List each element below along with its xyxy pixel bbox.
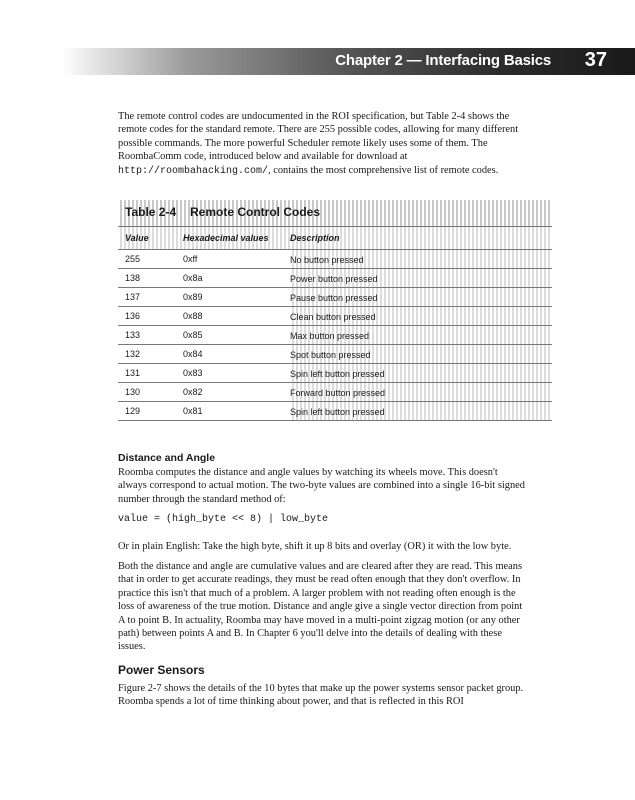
cell-description: Max button pressed <box>290 331 370 341</box>
table-row <box>118 382 552 401</box>
cell-hex: 0x82 <box>183 387 203 397</box>
cell-hex: 0x88 <box>183 311 203 321</box>
cell-description: Clean button pressed <box>290 312 376 322</box>
table-row <box>118 363 552 382</box>
cell-description-bg <box>290 345 552 363</box>
column-header-value: Value <box>125 233 149 243</box>
cell-value: 255 <box>125 254 141 264</box>
table-title <box>118 200 552 226</box>
cell-hex: 0x81 <box>183 406 203 416</box>
remote-codes-table <box>118 200 552 421</box>
cell-value: 136 <box>125 311 141 321</box>
cell-description-bg <box>290 269 552 287</box>
intro-text-after: , contains the most comprehensive list of remote codes. <box>268 164 499 176</box>
table-label: Table 2-4 <box>125 205 177 219</box>
table-row <box>118 287 552 306</box>
distance-heading: Distance and Angle <box>118 452 216 464</box>
cell-description-bg <box>290 288 552 306</box>
cell-hex: 0xff <box>183 254 198 264</box>
distance-paragraph-3: Both the distance and angle are cumulative values and are cleared after they are read. This means that in order to get accurate readings, they must be read often enough that they don't overflow. In practice this isn't that much of a problem. A larger problem with not reading often enough is the loss of awareness of the true motion. Distance and angle give a single vector direction from point A to point B. In actuality, Roomba may have moved in a multi-point zigzag motion (or any other path) between points A and B. In Chapter 6 you'll delve into the details of dealing with these issues. <box>118 561 523 653</box>
column-header-description: Description <box>290 233 340 243</box>
table-row <box>118 249 552 268</box>
cell-hex: 0x83 <box>183 368 203 378</box>
cell-description-bg <box>290 326 552 344</box>
table-row <box>118 306 552 325</box>
cell-value: 131 <box>125 368 141 378</box>
cell-value: 130 <box>125 387 141 397</box>
chapter-title: Chapter 2 — Interfacing Basics <box>335 52 551 69</box>
table-header-row <box>118 226 552 249</box>
cell-description: Spin left button pressed <box>290 369 385 379</box>
cell-hex: 0x85 <box>183 330 203 340</box>
cell-hex: 0x8a <box>183 273 203 283</box>
cell-description-bg <box>290 364 552 382</box>
table-row <box>118 268 552 287</box>
table-name: Remote Control Codes <box>190 205 321 219</box>
cell-description: Power button pressed <box>290 274 378 284</box>
cell-description-bg <box>290 402 552 420</box>
column-header-hex: Hexadecimal values <box>183 233 269 243</box>
cell-description-bg <box>290 250 552 268</box>
cell-description: Spot button pressed <box>290 350 371 360</box>
cell-value: 137 <box>125 292 141 302</box>
cell-value: 129 <box>125 406 141 416</box>
table-body <box>118 249 552 421</box>
distance-paragraph-1: Roomba computes the distance and angle values by watching its wheels move. This doesn't always correspond to actual motion. The two-byte values are combined into a single 16-bit signed number through the standard method of: <box>118 467 525 505</box>
cell-value: 133 <box>125 330 141 340</box>
roombahacking-url: http://roombahacking.com/ <box>118 165 269 177</box>
cell-description: Pause button pressed <box>290 293 378 303</box>
cell-description-bg <box>290 307 552 325</box>
cell-description: No button pressed <box>290 255 364 265</box>
distance-code: value = (high_byte << 8) | low_byte <box>118 514 329 525</box>
intro-text: The remote control codes are undocumented in the ROI specification, but Table 2-4 shows the remote codes for the standard remote. There are 255 possible codes, allowing for many different possible commands. The more powerful Scheduler remote likely uses some of them. The RoombaComm code, introduced below and available for download at <box>118 111 519 163</box>
page-number: 37 <box>584 49 607 71</box>
power-paragraph-1: Figure 2-7 shows the details of the 10 bytes that make up the power systems sensor packet group. Roomba spends a lot of time thinking about power, and that is reflected in this ROI <box>118 683 524 708</box>
table-row <box>118 401 552 421</box>
table-row <box>118 325 552 344</box>
cell-value: 132 <box>125 349 141 359</box>
cell-description: Spin left button pressed <box>290 407 385 417</box>
intro-paragraph <box>118 110 528 178</box>
cell-value: 138 <box>125 273 141 283</box>
distance-paragraph-2: Or in plain English: Take the high byte, shift it up 8 bits and overlay (OR) it with the low byte. <box>118 541 512 552</box>
power-heading: Power Sensors <box>118 663 205 677</box>
cell-description: Forward button pressed <box>290 388 386 398</box>
cell-hex: 0x89 <box>183 292 203 302</box>
chapter-header <box>62 48 635 75</box>
cell-hex: 0x84 <box>183 349 203 359</box>
table-row <box>118 344 552 363</box>
cell-description-bg <box>290 383 552 401</box>
